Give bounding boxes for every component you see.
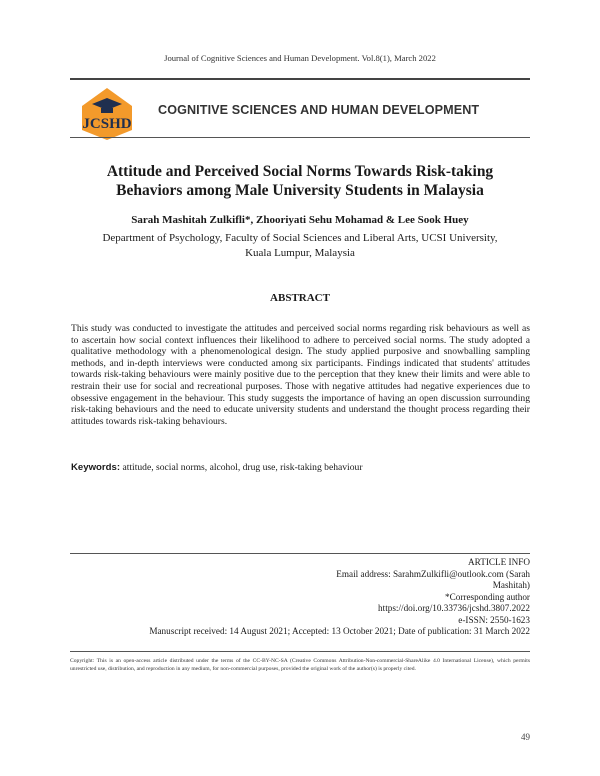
header-top-rule <box>70 78 530 80</box>
issn: e-ISSN: 2550-1623 <box>458 614 530 625</box>
journal-citation-line: Journal of Cognitive Sciences and Human Development. Vol.8(1), March 2022 <box>164 53 436 63</box>
title-line-1: Attitude and Perceived Social Norms Towards Risk-taking <box>106 163 494 180</box>
affiliation-line-1: Department of Psychology, Faculty of Social Sciences and Liberal Arts, UCSI University, <box>102 232 498 244</box>
article-info-rule <box>70 553 530 554</box>
abstract-text: This study was conducted to investigate the attitudes and perceived social norms regarding risk behaviours as well as to ascertain how social context influences their likelihood to adhere to perceived social norms. The study adopted a qualitative methodology with a phenomenological design. The study applied purposive and snowballing sampling methods, and in-depth interviews were conducted among six participants. Findings indicated that students' attitudes towards risk-taking behaviours were mainly positive due to the perception that they knew their limits and were able to restrain their use for social and recreational purposes. Those with negative attitudes had negative experiences due to obsessive engagement in the behaviour. This study suggests the importance of having an open discussion surrounding risk-taking behaviours and the need to educate university students and understand the thought process regarding their attitudes towards risk-taking behaviours. <box>71 323 530 427</box>
keywords-text: attitude, social norms, alcohol, drug use, risk-taking behaviour <box>122 462 363 473</box>
keywords-label: Keywords: <box>71 462 121 473</box>
copyright-rule <box>70 651 530 652</box>
paper-title <box>60 162 540 200</box>
keywords <box>71 462 530 473</box>
article-info-heading: ARTICLE INFO <box>468 557 530 567</box>
abstract-heading: ABSTRACT <box>270 292 330 304</box>
manuscript-dates: Manuscript received: 14 August 2021; Accepted: 13 October 2021; Date of publication: 31 March 2022 <box>149 626 530 636</box>
doi-link[interactable]: https://doi.org/10.33736/jcshd.3807.2022 <box>378 603 530 614</box>
title-line-2: Behaviors among Male University Students in Malaysia <box>116 182 484 199</box>
logo-hexagon-shape <box>82 88 132 140</box>
header-bottom-rule <box>70 137 530 138</box>
journal-name: COGNITIVE SCIENCES AND HUMAN DEVELOPMENT <box>158 103 480 117</box>
corresponding-author-note: *Corresponding author <box>445 591 530 602</box>
graduation-cap-base <box>101 108 113 113</box>
affiliation-line-2: Kuala Lumpur, Malaysia <box>245 247 355 259</box>
logo-text: JCSHD <box>82 116 132 132</box>
page-number: 49 <box>521 732 530 742</box>
author-list: Sarah Mashitah Zulkifli*, Zhooriyati Sehu Mohamad & Lee Sook Huey <box>131 214 469 226</box>
journal-logo <box>72 86 142 142</box>
author-affiliation <box>70 231 530 261</box>
article-info <box>300 557 530 627</box>
copyright-notice: Copyright: This is an open-access article distributed under the terms of the CC-BY-NC-SA (Creative Commons Attribution-Non-commercial-ShareAlike 4.0 International License), which permits unrestricted use, distribution, and reproduction in any medium, for non-commercial purposes, provided the original work of the author(s) is properly cited. <box>70 658 530 672</box>
email-address[interactable]: Email address: SarahmZulkifli@outlook.com (Sarah Mashitah) <box>336 568 530 591</box>
